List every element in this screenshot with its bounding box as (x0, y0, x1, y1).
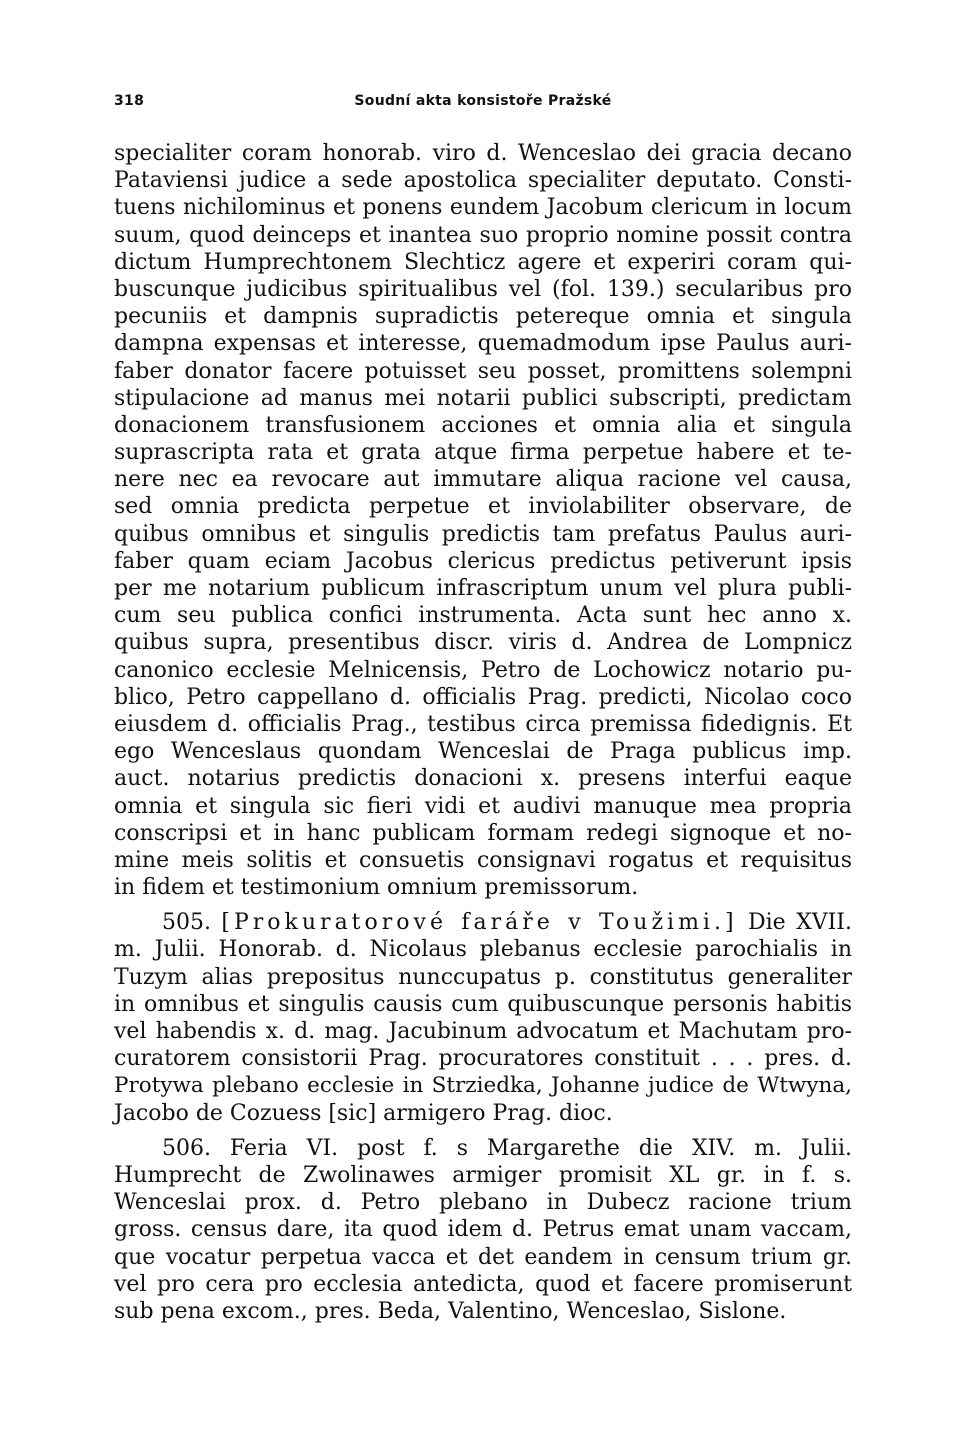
text-line: suprascripta rata et grata atque firma perpetue habere et te- (114, 440, 852, 466)
entry-505 (114, 909, 852, 1127)
text-line: nere nec ea revocare aut immutare aliqua racione vel causa, (114, 467, 852, 493)
text-line: in omnibus et singulis causis cum quibuscunque personis habitis (114, 991, 852, 1017)
entry-first-line (114, 909, 852, 936)
text-line: in fidem et testimonium omnium premissorum. (114, 875, 639, 901)
text-line: sub pena excom., pres. Beda, Valentino, Wenceslao, Sislone. (114, 1298, 787, 1324)
text-line: donacionem transfusionem acciones et omnia alia et singula (114, 412, 852, 438)
text-line: dictum Humprechtonem Slechticz agere et experiri coram qui- (114, 249, 852, 275)
text-line: Wenceslai prox. d. Petro plebano in Dubecz racione trium (114, 1190, 852, 1216)
entry-number: 506. (162, 1135, 211, 1161)
text-line: Tuzym alias prepositus nunccupatus p. constitutus generaliter (114, 964, 852, 990)
entry-heading: [Prokuratorové faráře v Toužimi.] (221, 910, 738, 936)
entry-first-line-rest: Feria VI. post f. s Margarethe die XIV. m. Julii. (229, 1135, 852, 1161)
entry-number: 505. (162, 910, 211, 936)
text-line: cum seu publica confici instrumenta. Acta sunt hec anno x. (114, 603, 852, 629)
text-line: suum, quod deinceps et inantea suo proprio nomine possit contra (114, 222, 852, 248)
paragraph-continuation (114, 140, 852, 901)
entry-506 (114, 1135, 852, 1325)
text-line: quibus omnibus et singulis predictis tam prefatus Paulus auri- (114, 521, 852, 547)
text-line: Pataviensi judice a sede apostolica specialiter deputato. Consti- (114, 168, 852, 194)
text-line: ego Wenceslaus quondam Wenceslai de Praga publicus imp. (114, 739, 852, 765)
text-line: faber donator facere potuisset seu posset, promittens solempni (114, 358, 852, 384)
text-line: quibus supra, presentibus discr. viris d. Andrea de Lompnicz (114, 630, 852, 656)
text-line: vel pro cera pro ecclesia antedicta, quod et facere promiserunt (114, 1271, 852, 1297)
text-line: per me notarium publicum infrascriptum unum vel plura publi- (114, 576, 852, 601)
text-line: buscunque judicibus spiritualibus vel (fol. 139.) secularibus pro (114, 276, 852, 302)
page-header (114, 93, 852, 113)
text-line: gross. census dare, ita quod idem d. Petrus emat unam vaccam, (114, 1217, 852, 1243)
text-line: conscripsi et in hanc publicam formam redegi signoque et no- (114, 820, 852, 846)
text-line: faber quam eciam Jacobus clericus predictus petiverunt ipsis (114, 548, 852, 574)
text-line: canonico ecclesie Melnicensis, Petro de Lochowicz notario pu- (114, 657, 852, 683)
text-line: Protywa plebano ecclesie in Strziedka, Johanne judice de Wtwyna, (114, 1073, 852, 1099)
text-line: auct. notarius predictis donacioni x. presens interfui eaque (114, 766, 852, 792)
text-line: omnia et singula sic fieri vidi et audivi manuque mea propria (114, 793, 852, 819)
text-line: pecuniis et dampnis supradictis petereque omnia et singula (114, 304, 852, 330)
entry-first-line-rest: Die XVII. (747, 910, 852, 936)
text-line: eiusdem d. officialis Prag., testibus circa premissa fidedignis. Et (114, 711, 852, 737)
text-line: stipulacione ad manus mei notarii publici subscripti, predictam (114, 385, 852, 411)
text-line: blico, Petro cappellano d. officialis Prag. predicti, Nicolao coco (114, 684, 852, 710)
text-line: vel habendis x. d. mag. Jacubinum advocatum et Machutam pro- (114, 1019, 852, 1044)
text-line: que vocatur perpetua vacca et det eandem in censum trium gr. (114, 1244, 852, 1270)
running-title: Soudní akta konsistoře Pražské (354, 93, 612, 109)
text-line: specialiter coram honorab. viro d. Wenceslao dei gracia decano (114, 141, 852, 166)
text-line: dampna expensas et interesse, quemadmodum ipse Paulus auri- (114, 331, 852, 357)
body-text (114, 140, 852, 1325)
text-line: Jacobo de Cozuess [sic] armigero Prag. dioc. (114, 1100, 613, 1126)
text-line: curatorem consistorii Prag. procuratores constituit . . . pres. d. (114, 1046, 852, 1072)
text-line: tuens nichilominus et ponens eundem Jacobum clericum in locum (114, 195, 852, 221)
text-line: Humprecht de Zwolinawes armiger promisit XL gr. in f. s. (114, 1162, 852, 1188)
text-line: sed omnia predicta perpetue et inviolabiliter observare, de (114, 494, 852, 520)
text-line: m. Julii. Honorab. d. Nicolaus plebanus ecclesie parochialis in (114, 937, 852, 963)
text-line: mine meis solitis et consuetis consignavi rogatus et requisitus (114, 847, 852, 873)
page-number: 318 (114, 93, 145, 109)
entry-first-line (114, 1135, 852, 1162)
